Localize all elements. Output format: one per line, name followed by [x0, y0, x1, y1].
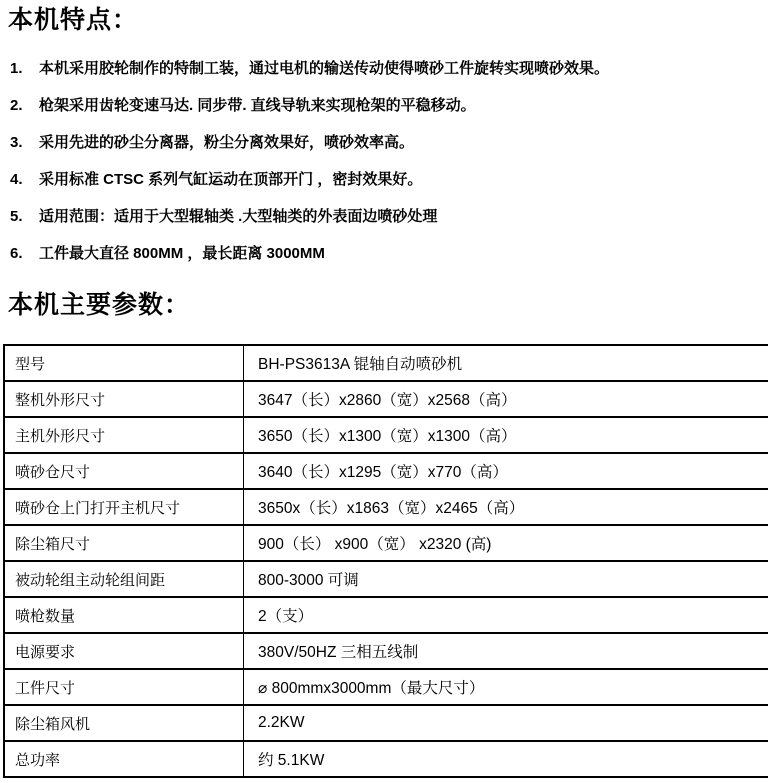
feature-text: 采用标准 CTSC 系列气缸运动在顶部开门 ，密封效果好。 — [39, 171, 423, 188]
table-row — [4, 597, 768, 633]
param-value: 2（支） — [244, 597, 769, 633]
feature-text: 枪架采用齿轮变速马达. 同步带. 直线导轨来实现枪架的平稳移动。 — [39, 97, 476, 114]
feature-text: 采用先进的砂尘分离器，粉尘分离效果好，喷砂效率高。 — [39, 134, 415, 151]
param-value: 3647（长）x2860（宽）x2568（高） — [244, 381, 769, 417]
param-label: 主机外形尺寸 — [4, 417, 244, 453]
features-heading: 本机特点： — [8, 7, 139, 34]
param-value: 800-3000 可调 — [244, 561, 769, 597]
param-label: 喷砂仓尺寸 — [4, 453, 244, 489]
feature-item — [10, 207, 763, 227]
feature-text: 工件最大直径 800MM ，最长距离 3000MM — [39, 245, 325, 262]
table-row — [4, 561, 768, 597]
param-label: 除尘箱尺寸 — [4, 525, 244, 561]
feature-text: 适用范围：适用于大型辊轴类 .大型轴类的外表面边喷砂处理 — [39, 208, 438, 225]
table-row — [4, 453, 768, 489]
param-label: 电源要求 — [4, 633, 244, 669]
feature-number: 2. — [10, 97, 23, 114]
params-heading: 本机主要参数： — [8, 292, 191, 319]
feature-text: 本机采用胶轮制作的特制工装，通过电机的输送传动使得喷砂工件旋转实现喷砂效果。 — [39, 60, 610, 77]
param-label: 总功率 — [4, 741, 244, 777]
table-row — [4, 345, 768, 381]
table-row — [4, 741, 768, 777]
feature-number: 1. — [10, 60, 23, 77]
table-row — [4, 489, 768, 525]
param-label: 喷砂仓上门打开主机尺寸 — [4, 489, 244, 525]
feature-item — [10, 59, 763, 79]
feature-number: 4. — [10, 171, 23, 188]
params-table-body — [4, 345, 768, 777]
feature-item — [10, 96, 763, 116]
table-row — [4, 417, 768, 453]
param-value: 3650x（长）x1863（宽）x2465（高） — [244, 489, 769, 525]
param-label: 型号 — [4, 345, 244, 381]
param-label: 被动轮组主动轮组间距 — [4, 561, 244, 597]
param-value: 380V/50HZ 三相五线制 — [244, 633, 769, 669]
feature-number: 3. — [10, 134, 23, 151]
param-value: 2.2KW — [244, 705, 769, 741]
feature-item — [10, 133, 763, 153]
table-row — [4, 381, 768, 417]
table-row — [4, 633, 768, 669]
param-label: 整机外形尺寸 — [4, 381, 244, 417]
param-label: 除尘箱风机 — [4, 705, 244, 741]
param-label: 工件尺寸 — [4, 669, 244, 705]
feature-number: 5. — [10, 208, 23, 225]
features-list — [0, 59, 773, 264]
param-label: 喷枪数量 — [4, 597, 244, 633]
param-value: 3640（长）x1295（宽）x770（高） — [244, 453, 769, 489]
feature-item — [10, 244, 763, 264]
param-value: 约 5.1KW — [244, 741, 769, 777]
params-table — [3, 344, 768, 778]
feature-number: 6. — [10, 245, 23, 262]
param-value: ⌀ 800mmx3000mm（最大尺寸） — [244, 669, 769, 705]
param-value: BH-PS3613A 锟轴自动喷砂机 — [244, 345, 769, 381]
param-value: 3650（长）x1300（宽）x1300（高） — [244, 417, 769, 453]
table-row — [4, 525, 768, 561]
param-value: 900（长） x900（宽） x2320 (高) — [244, 525, 769, 561]
table-row — [4, 669, 768, 705]
table-row — [4, 705, 768, 741]
feature-item — [10, 170, 763, 190]
